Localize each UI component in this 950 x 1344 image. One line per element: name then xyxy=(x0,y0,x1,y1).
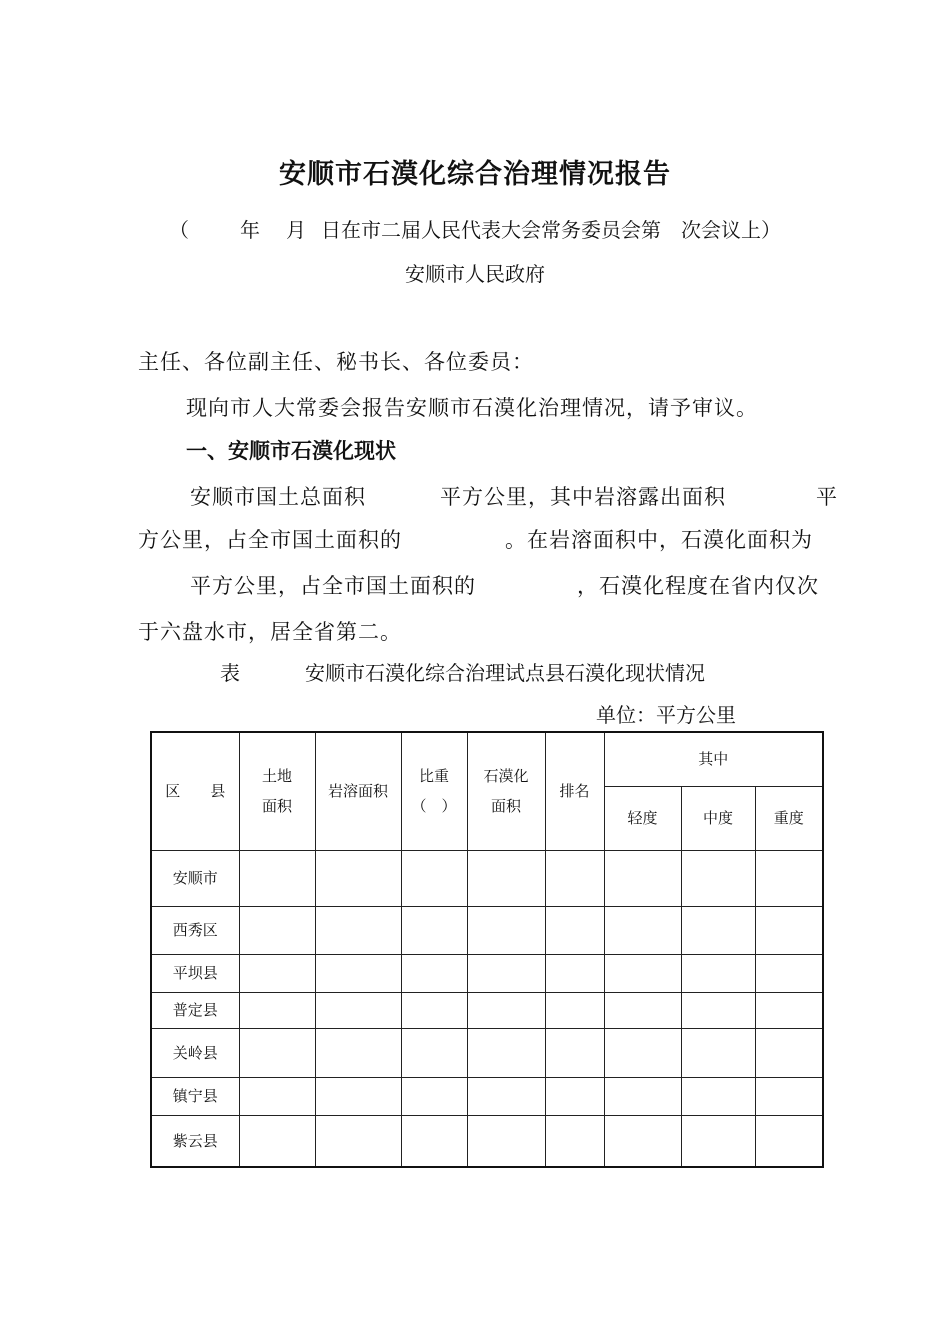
table-caption-prefix: 表 xyxy=(220,661,240,685)
table-row xyxy=(151,992,823,1028)
section-heading-1: 一、安顺市石漠化现状 xyxy=(186,438,396,463)
header-district: 区 县 xyxy=(151,732,239,850)
body-text: 安顺市国土总面积 xyxy=(190,485,366,509)
header-among: 其中 xyxy=(604,732,823,786)
subtitle-month: 月 xyxy=(286,218,306,242)
subtitle-open: （ xyxy=(169,218,189,242)
header-severe: 重度 xyxy=(755,786,823,850)
body-text: 平 xyxy=(816,485,838,509)
body-text: 方公里，占全市国土面积的 xyxy=(138,528,402,552)
table-row xyxy=(151,850,823,906)
body-text: 于六盘水市，居全省第二。 xyxy=(138,620,402,644)
header-light: 轻度 xyxy=(604,786,681,850)
row-district: 平坝县 xyxy=(151,954,239,992)
row-district: 西秀区 xyxy=(151,906,239,954)
document-title: 安顺市石漠化综合治理情况报告 xyxy=(279,159,671,190)
row-district: 镇宁县 xyxy=(151,1077,239,1115)
header-karst-area: 岩溶面积 xyxy=(315,732,401,850)
body-text: ，石漠化程度在省内仅次 xyxy=(577,574,819,598)
row-district: 安顺市 xyxy=(151,850,239,906)
body-text: 平方公里，其中岩溶露出面积 xyxy=(440,485,726,509)
table-unit: 单位：平方公里 xyxy=(596,703,736,727)
table-row xyxy=(151,1077,823,1115)
body-text: 。在岩溶面积中，石漠化面积为 xyxy=(505,528,813,552)
meeting-subtitle xyxy=(0,214,950,243)
body-text: 平方公里，占全市国土面积的 xyxy=(190,574,476,598)
header-land-area: 土地 面积 xyxy=(239,732,315,850)
subtitle-session: 次会议上） xyxy=(681,218,781,242)
subtitle-day-meeting: 日在市二届人民代表大会常务委员会第 xyxy=(321,218,661,242)
header-rank: 排名 xyxy=(545,732,604,850)
table-row xyxy=(151,906,823,954)
intro-paragraph: 现向市人大常委会报告安顺市石漠化治理情况，请予审议。 xyxy=(186,396,758,420)
table-row xyxy=(151,1028,823,1077)
table-caption: 安顺市石漠化综合治理试点县石漠化现状情况 xyxy=(305,661,705,685)
organization: 安顺市人民政府 xyxy=(405,262,545,286)
row-district: 紫云县 xyxy=(151,1115,239,1167)
salutation: 主任、各位副主任、秘书长、各位委员： xyxy=(138,350,534,374)
header-ratio: 比重 （ ） xyxy=(401,732,467,850)
header-rocky-area: 石漠化 面积 xyxy=(467,732,545,850)
table-row xyxy=(151,954,823,992)
row-district: 关岭县 xyxy=(151,1028,239,1077)
subtitle-year: 年 xyxy=(240,218,260,242)
table-row xyxy=(151,1115,823,1167)
header-medium: 中度 xyxy=(681,786,755,850)
rocky-desertification-table xyxy=(150,731,824,1168)
row-district: 普定县 xyxy=(151,992,239,1028)
